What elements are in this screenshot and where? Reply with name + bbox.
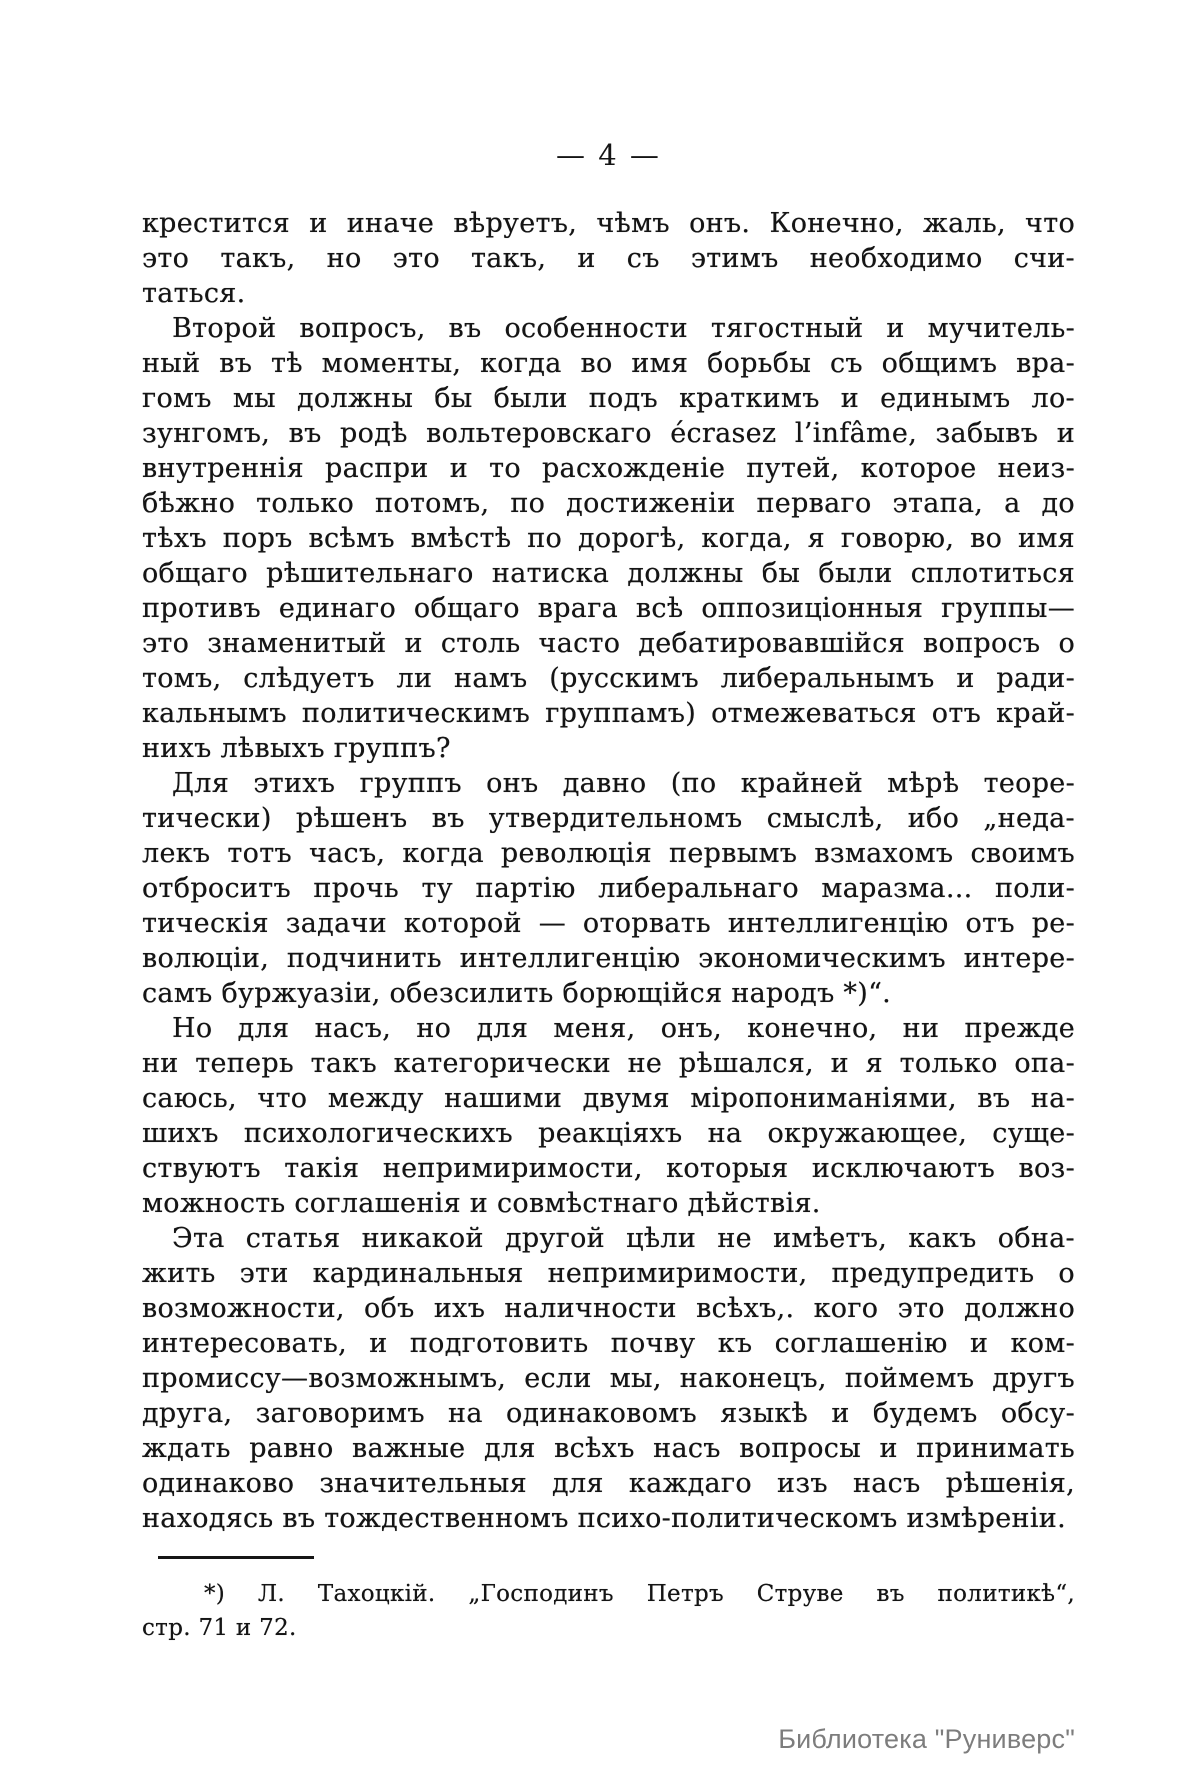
text-line: гомъ мы должны бы были подъ краткимъ и единымъ ло- [142, 383, 1075, 414]
text-line: тически) рѣшенъ въ утвердительномъ смыслѣ, ибо „неда- [142, 803, 1075, 834]
text-line: это такъ, но это такъ, и съ этимъ необходимо счи- [142, 243, 1075, 274]
text-line: ни теперь такъ категорически не рѣшался, и я только опа- [142, 1048, 1075, 1079]
text-line: ный въ тѣ моменты, когда во имя борьбы съ общимъ вра- [142, 348, 1075, 379]
text-line: саюсь, что между нашими двумя міропониманіями, въ на- [142, 1083, 1075, 1114]
text-line: ждать равно важные для всѣхъ насъ вопросы и принимать [142, 1433, 1075, 1464]
footnote-block [142, 1577, 1075, 1645]
text-line: интересовать, и подготовить почву къ соглашенію и ком- [142, 1328, 1075, 1359]
text-line: Второй вопросъ, въ особенности тягостный и мучитель- [172, 313, 1075, 344]
library-watermark: Библиотека "Руниверс" [778, 1724, 1075, 1754]
text-line: нихъ лѣвыхъ группъ? [142, 733, 451, 764]
text-line: промиссу—возможнымъ, если мы, наконецъ, поймемъ другъ [142, 1363, 1075, 1394]
text-line: жить эти кардинальныя непримиримости, предупредить о [142, 1258, 1075, 1289]
text-line: одинаково значительныя для каждаго изъ насъ рѣшенія, [142, 1468, 1075, 1499]
footnote-line: *) Л. Тахоцкій. „Господинъ Петръ Струве въ политикѣ“, [204, 1581, 1075, 1607]
text-line: друга, заговоримъ на одинаковомъ языкѣ и будемъ обсу- [142, 1398, 1075, 1429]
text-line: Для этихъ группъ онъ давно (по крайней мѣрѣ теоре- [172, 768, 1075, 799]
text-line: можность соглашенія и совмѣстнаго дѣйствія. [142, 1188, 821, 1219]
text-line: находясь въ тождественномъ психо-политическомъ измѣреніи. [142, 1503, 1066, 1534]
text-line: это знаменитый и столь часто дебатировавшійся вопросъ о [142, 628, 1075, 659]
text-line: отброситъ прочь ту партію либеральнаго маразма... поли- [142, 873, 1075, 904]
text-line: бѣжно только потомъ, по достиженіи перваго этапа, а до [142, 488, 1075, 519]
text-line: тическія задачи которой — оторвать интеллигенцію отъ ре- [142, 908, 1075, 939]
text-line: тѣхъ поръ всѣмъ вмѣстѣ по дорогѣ, когда, я говорю, во имя [142, 523, 1075, 554]
footnote-line: стр. 71 и 72. [142, 1615, 297, 1641]
footnote-separator-rule [158, 1556, 314, 1559]
text-line: возможности, объ ихъ наличности всѣхъ,. кого это должно [142, 1293, 1075, 1324]
text-line: общаго рѣшительнаго натиска должны бы были сплотиться [142, 558, 1075, 589]
text-line: кальнымъ политическимъ группамъ) отмежеваться отъ край- [142, 698, 1075, 729]
text-line: шихъ психологическихъ реакціяхъ на окружающее, суще- [142, 1118, 1075, 1149]
text-line: лекъ тотъ часъ, когда революція первымъ взмахомъ своимъ [142, 838, 1075, 869]
body-text-block [142, 206, 1075, 1536]
text-line: самъ буржуазіи, обезсилить борющійся народъ *)“. [142, 978, 892, 1009]
text-line: крестится и иначе вѣруетъ, чѣмъ онъ. Конечно, жаль, что [142, 208, 1075, 239]
text-line: ствуютъ такія непримиримости, которыя исключаютъ воз- [142, 1153, 1075, 1184]
text-line: зунгомъ, въ родѣ вольтеровскаго écrasez l’infâme, забывъ и [142, 418, 1075, 449]
text-line: таться. [142, 278, 246, 309]
page-number-header: — 4 — [556, 138, 661, 172]
text-line: волюціи, подчинить интеллигенцію экономическимъ интере- [142, 943, 1075, 974]
text-line: Эта статья никакой другой цѣли не имѣетъ, какъ обна- [172, 1223, 1075, 1254]
text-line: противъ единаго общаго врага всѣ оппозиціонныя группы— [142, 593, 1075, 624]
text-line: внутреннія распри и то расхожденіе путей, которое неиз- [142, 453, 1075, 484]
text-line: Но для насъ, но для меня, онъ, конечно, ни прежде [172, 1013, 1075, 1044]
text-line: томъ, слѣдуетъ ли намъ (русскимъ либеральнымъ и ради- [142, 663, 1075, 694]
